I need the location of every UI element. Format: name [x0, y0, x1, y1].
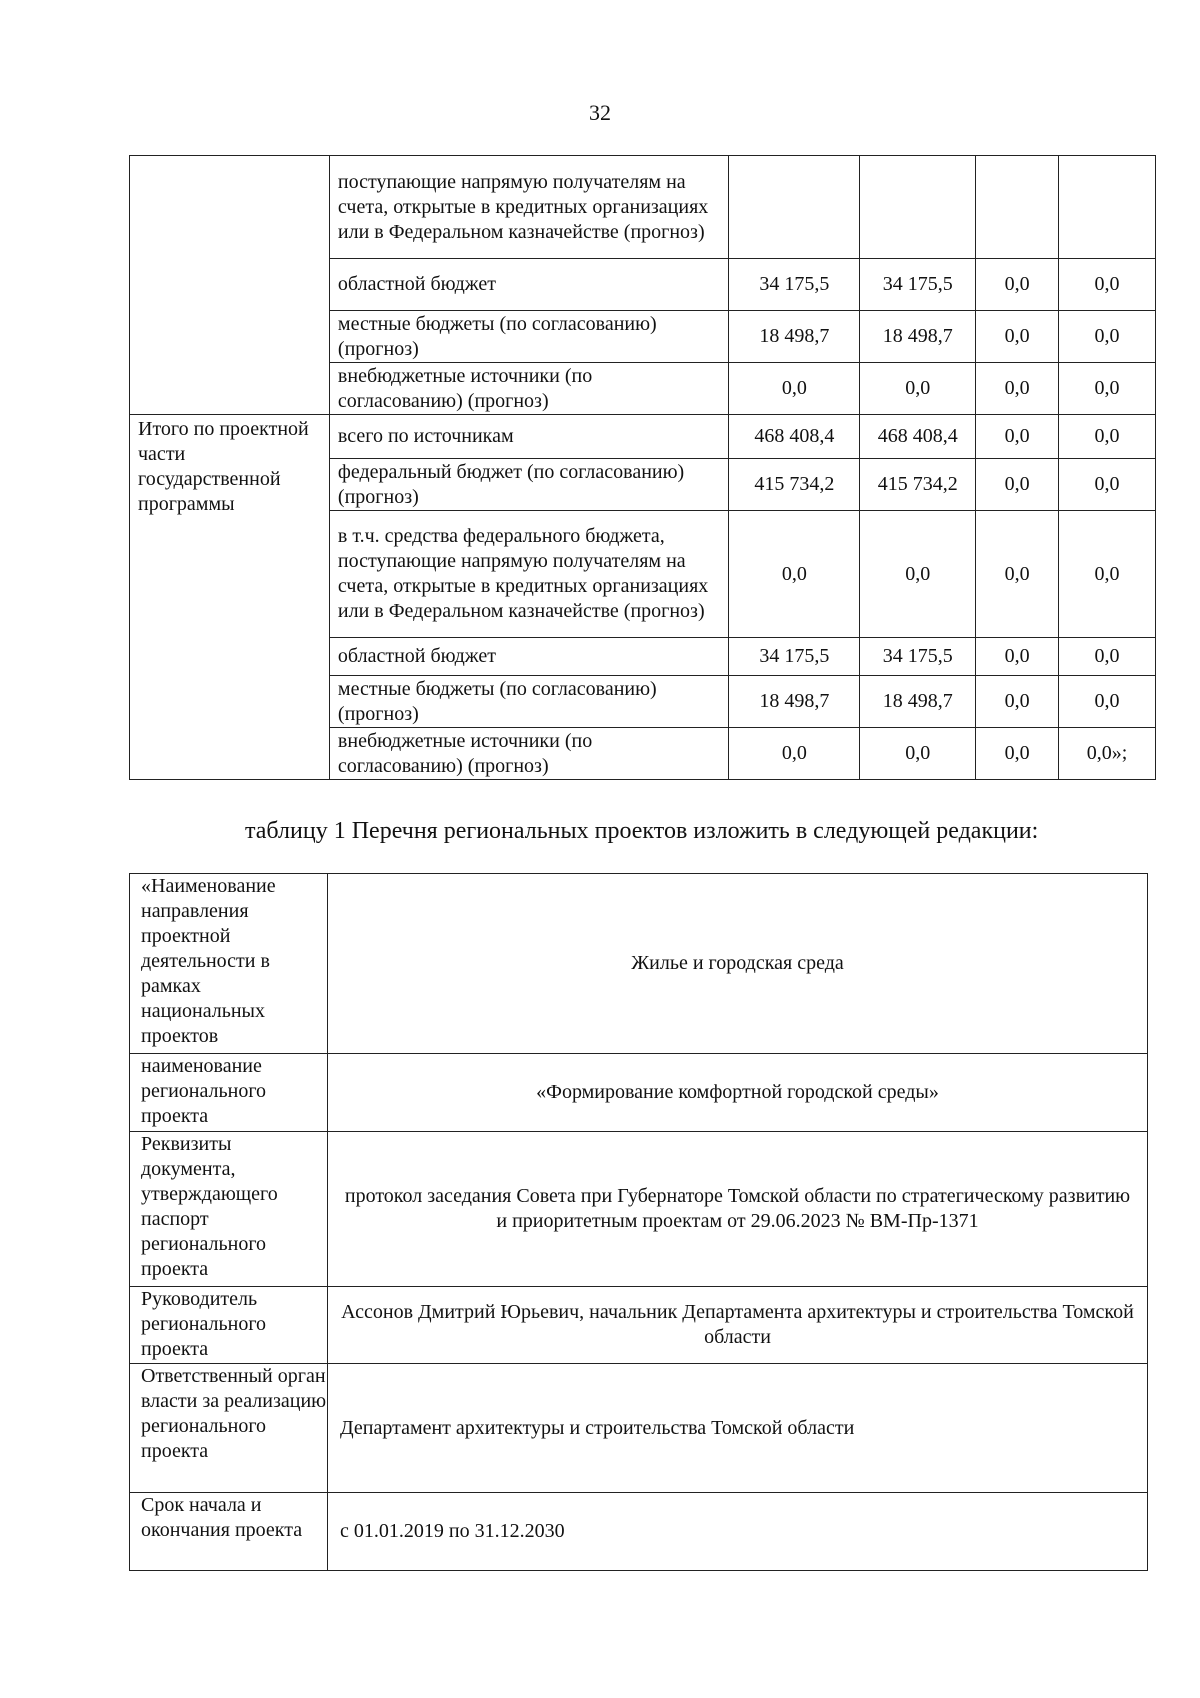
table-row — [130, 1054, 1148, 1132]
value-cell: 0,0 — [1059, 511, 1156, 638]
value-cell: 34 175,5 — [729, 259, 860, 311]
row-value: Департамент архитектуры и строительства Томской области — [328, 1364, 1148, 1493]
row-label: Ответственный орган власти за реализацию регионального проекта — [130, 1364, 328, 1493]
row-label: Реквизиты документа, утверждающего паспорт регионального проекта — [130, 1132, 328, 1287]
total-group-label: Итого по проектной части государственной программы — [130, 415, 330, 780]
value-cell: 18 498,7 — [860, 676, 976, 728]
source-cell: внебюджетные источники (по согласованию) (прогноз) — [329, 363, 729, 415]
value-cell: 0,0 — [1059, 676, 1156, 728]
source-cell: областной бюджет — [329, 259, 729, 311]
value-cell: 0,0 — [860, 363, 976, 415]
row-label: «Наименование направления проектной деятельности в рамках национальных проектов — [130, 874, 328, 1054]
row-value: Ассонов Дмитрий Юрьевич, начальник Департамента архитектуры и строительства Томской области — [328, 1287, 1148, 1364]
value-cell — [1059, 156, 1156, 259]
value-cell: 0,0 — [976, 259, 1059, 311]
value-cell: 34 175,5 — [860, 638, 976, 676]
row-value: протокол заседания Совета при Губернаторе Томской области по стратегическому развитию и приоритетным проектам от 29.06.2023 № ВМ-Пр-1371 — [328, 1132, 1148, 1287]
row-label: Срок начала и окончания проекта — [130, 1493, 328, 1571]
value-cell: 0,0 — [729, 363, 860, 415]
value-cell: 34 175,5 — [729, 638, 860, 676]
value-cell — [729, 156, 860, 259]
value-cell: 415 734,2 — [860, 459, 976, 511]
value-cell — [976, 156, 1059, 259]
value-cell: 0,0 — [1059, 259, 1156, 311]
value-cell: 0,0 — [1059, 459, 1156, 511]
row-label: наименование регионального проекта — [130, 1054, 328, 1132]
value-cell: 0,0 — [976, 311, 1059, 363]
source-cell: в т.ч. средства федерального бюджета, поступающие напрямую получателям на счета, открытые в кредитных организациях или в Федеральном казначействе (прогноз) — [329, 511, 729, 638]
source-cell: областной бюджет — [329, 638, 729, 676]
value-cell: 0,0 — [976, 363, 1059, 415]
row-label: Руководитель регионального проекта — [130, 1287, 328, 1364]
table-row — [130, 874, 1148, 1054]
value-cell: 0,0 — [1059, 311, 1156, 363]
table-row — [130, 1493, 1148, 1571]
value-cell: 0,0 — [729, 511, 860, 638]
empty-group-cell — [130, 156, 330, 415]
source-cell: местные бюджеты (по согласованию) (прогноз) — [329, 676, 729, 728]
value-cell: 0,0 — [1059, 363, 1156, 415]
value-cell: 0,0 — [729, 728, 860, 780]
value-cell: 0,0 — [976, 459, 1059, 511]
source-cell: внебюджетные источники (по согласованию) (прогноз) — [329, 728, 729, 780]
table-row — [130, 1132, 1148, 1287]
value-cell: 0,0 — [976, 728, 1059, 780]
row-value: «Формирование комфортной городской среды» — [328, 1054, 1148, 1132]
value-cell: 468 408,4 — [729, 415, 860, 459]
value-cell: 18 498,7 — [729, 676, 860, 728]
table-row — [130, 156, 1156, 259]
value-cell: 415 734,2 — [729, 459, 860, 511]
table-row — [130, 415, 1156, 459]
value-cell: 0,0 — [976, 415, 1059, 459]
value-cell: 18 498,7 — [729, 311, 860, 363]
value-cell: 0,0 — [976, 638, 1059, 676]
value-cell: 0,0»; — [1059, 728, 1156, 780]
value-cell: 0,0 — [976, 511, 1059, 638]
source-cell: поступающие напрямую получателям на счета, открытые в кредитных организациях или в Федеральном казначействе (прогноз) — [329, 156, 729, 259]
value-cell: 0,0 — [1059, 415, 1156, 459]
table-row — [130, 1364, 1148, 1493]
budget-table — [129, 155, 1156, 780]
value-cell: 0,0 — [1059, 638, 1156, 676]
value-cell — [860, 156, 976, 259]
source-cell: федеральный бюджет (по согласованию) (прогноз) — [329, 459, 729, 511]
intro-paragraph: таблицу 1 Перечня региональных проектов изложить в следующей редакции: — [245, 818, 1039, 844]
project-table — [129, 873, 1148, 1571]
source-cell: всего по источникам — [329, 415, 729, 459]
value-cell: 0,0 — [860, 511, 976, 638]
row-value: с 01.01.2019 по 31.12.2030 — [328, 1493, 1148, 1571]
source-cell: местные бюджеты (по согласованию) (прогноз) — [329, 311, 729, 363]
value-cell: 0,0 — [860, 728, 976, 780]
table-row — [130, 1287, 1148, 1364]
row-value: Жилье и городская среда — [328, 874, 1148, 1054]
value-cell: 34 175,5 — [860, 259, 976, 311]
value-cell: 468 408,4 — [860, 415, 976, 459]
value-cell: 18 498,7 — [860, 311, 976, 363]
value-cell: 0,0 — [976, 676, 1059, 728]
page-number: 32 — [589, 100, 611, 125]
